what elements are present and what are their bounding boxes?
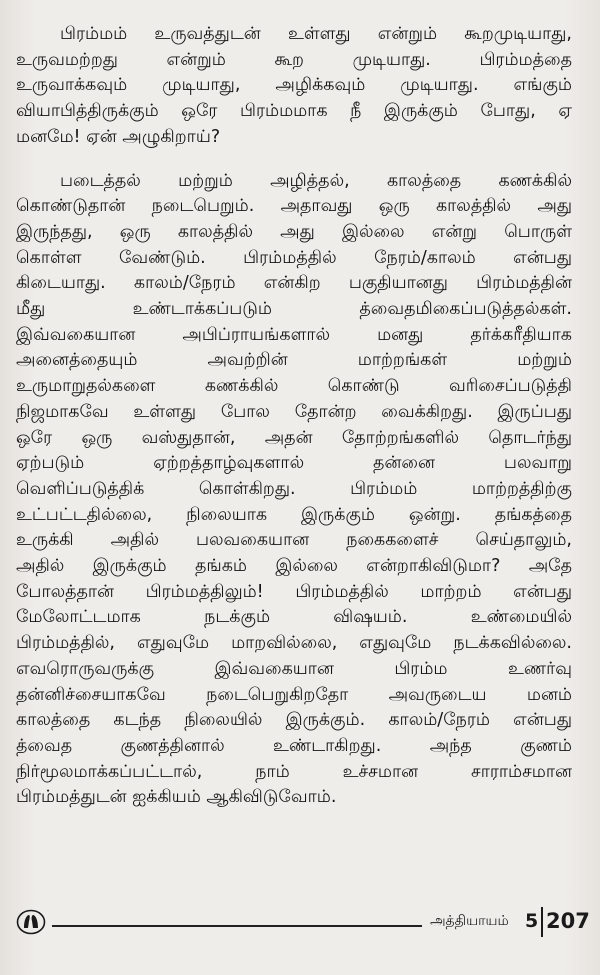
text-line: மேலோட்டமாக நடக்கும் விஷயம். உண்மையில் [16,607,572,628]
text-line: உருமாறுதல்களை கணக்கில் கொண்டு வரிசைப்படுத்தி [16,376,572,397]
text-line: கொள்ள வேண்டும். பிரம்மத்தில் நேரம்/காலம் என்பது [16,247,572,268]
page-number: 207 [546,909,590,933]
text-line: இவ்வகையான அபிப்ராயங்களால் மனது தர்க்கரீதியாக [16,324,572,345]
text-line: நிர்மூலமாக்கப்பட்டால், நாம் உச்சமான சாராம்சமான [16,761,572,782]
text-line: இருந்தது, ஒரு காலத்தில் அது இல்லை என்று பொருள் [16,221,572,242]
text-line: வெளிப்படுத்திக் கொள்கிறது. பிரம்மம் மாற்றத்திற்கு [16,478,572,499]
text-line: உருவமற்றது என்றும் கூற முடியாது. பிரம்மத்தை [16,49,572,70]
text-line: ஒரே ஒரு வஸ்துதான், அதன் தோற்றங்களில் தொடர்ந்து [16,427,572,448]
text-line: அதில் இருக்கும் தங்கம் இல்லை என்றாகிவிடுமா? அதே [16,556,572,577]
text-line: ஏற்படும் ஏற்றத்தாழ்வுகளால் தன்னை பலவாறு [16,453,572,474]
text-line: வியாபித்திருக்கும் ஒரே பிரம்மமாக நீ இருக்கும் போது, ஏ [16,101,572,122]
text-line: பிரம்மத்துடன் ஐக்கியம் ஆகிவிடுவோம். [16,787,337,808]
text-line: தன்னிச்சையாகவே நடைபெறுகிறதோ அவருடைய மனம் [16,684,572,705]
paragraph-1 [16,22,572,151]
text-line: படைத்தல் மற்றும் அழித்தல், காலத்தை கணக்கில் [60,170,572,191]
publisher-logo-icon [16,909,46,935]
text-line: மனமே! ஏன் அழுகிறாய்? [16,126,221,147]
page-footer [16,905,590,941]
text-line: நிஜமாகவே உள்ளது போல தோன்ற வைக்கிறது. இருப்பது [16,401,572,422]
footer-rule [52,925,422,927]
text-line: எவரொருவருக்கு இவ்வகையான பிரம்ம உணர்வு [16,658,572,679]
text-line: பிரம்மம் உருவத்துடன் உள்ளது என்றும் கூறமுடியாது, [60,24,572,44]
text-line: அனைத்தையும் அவற்றின் மாற்றங்கள் மற்றும் [16,350,572,371]
chapter-label: அத்தியாயம் [430,913,509,929]
footer-divider [541,907,543,937]
text-line: உருக்கி அதில் பலவகையான நகைகளைச் செய்தாலும், [16,530,572,551]
paragraph-2 [16,169,572,812]
text-line: உருவாக்கவும் முடியாது, அழிக்கவும் முடியாது. எங்கும் [16,75,572,96]
text-line: காலத்தை கடந்த நிலையில் இருக்கும். காலம்/நேரம் என்பது [16,710,572,731]
text-line: போலத்தான் பிரம்மத்திலும்! பிரம்மத்தில் மாற்றம் என்பது [16,581,572,602]
text-line: மீது உண்டாக்கப்படும் த்வைதமிகைப்படுத்தல்கள். [16,299,572,320]
text-line: பிரம்மத்தில், எதுவுமே மாறவில்லை, எதுவுமே நடக்கவில்லை. [16,633,572,654]
text-line: கொண்டுதான் நடைபெறும். அதாவது ஒரு காலத்தில் அது [16,196,572,217]
text-line: கிடையாது. காலம்/நேரம் என்கிற பகுதியானது பிரம்மத்தின் [16,273,572,294]
text-line: த்வைத குணத்தினால் உண்டாகிறது. அந்த குணம் [16,735,572,756]
body-text [16,22,572,829]
text-line: உட்பட்டதில்லை, நிலையாக இருக்கும் ஒன்று. தங்கத்தை [16,504,572,525]
chapter-number: 5 [525,910,539,932]
